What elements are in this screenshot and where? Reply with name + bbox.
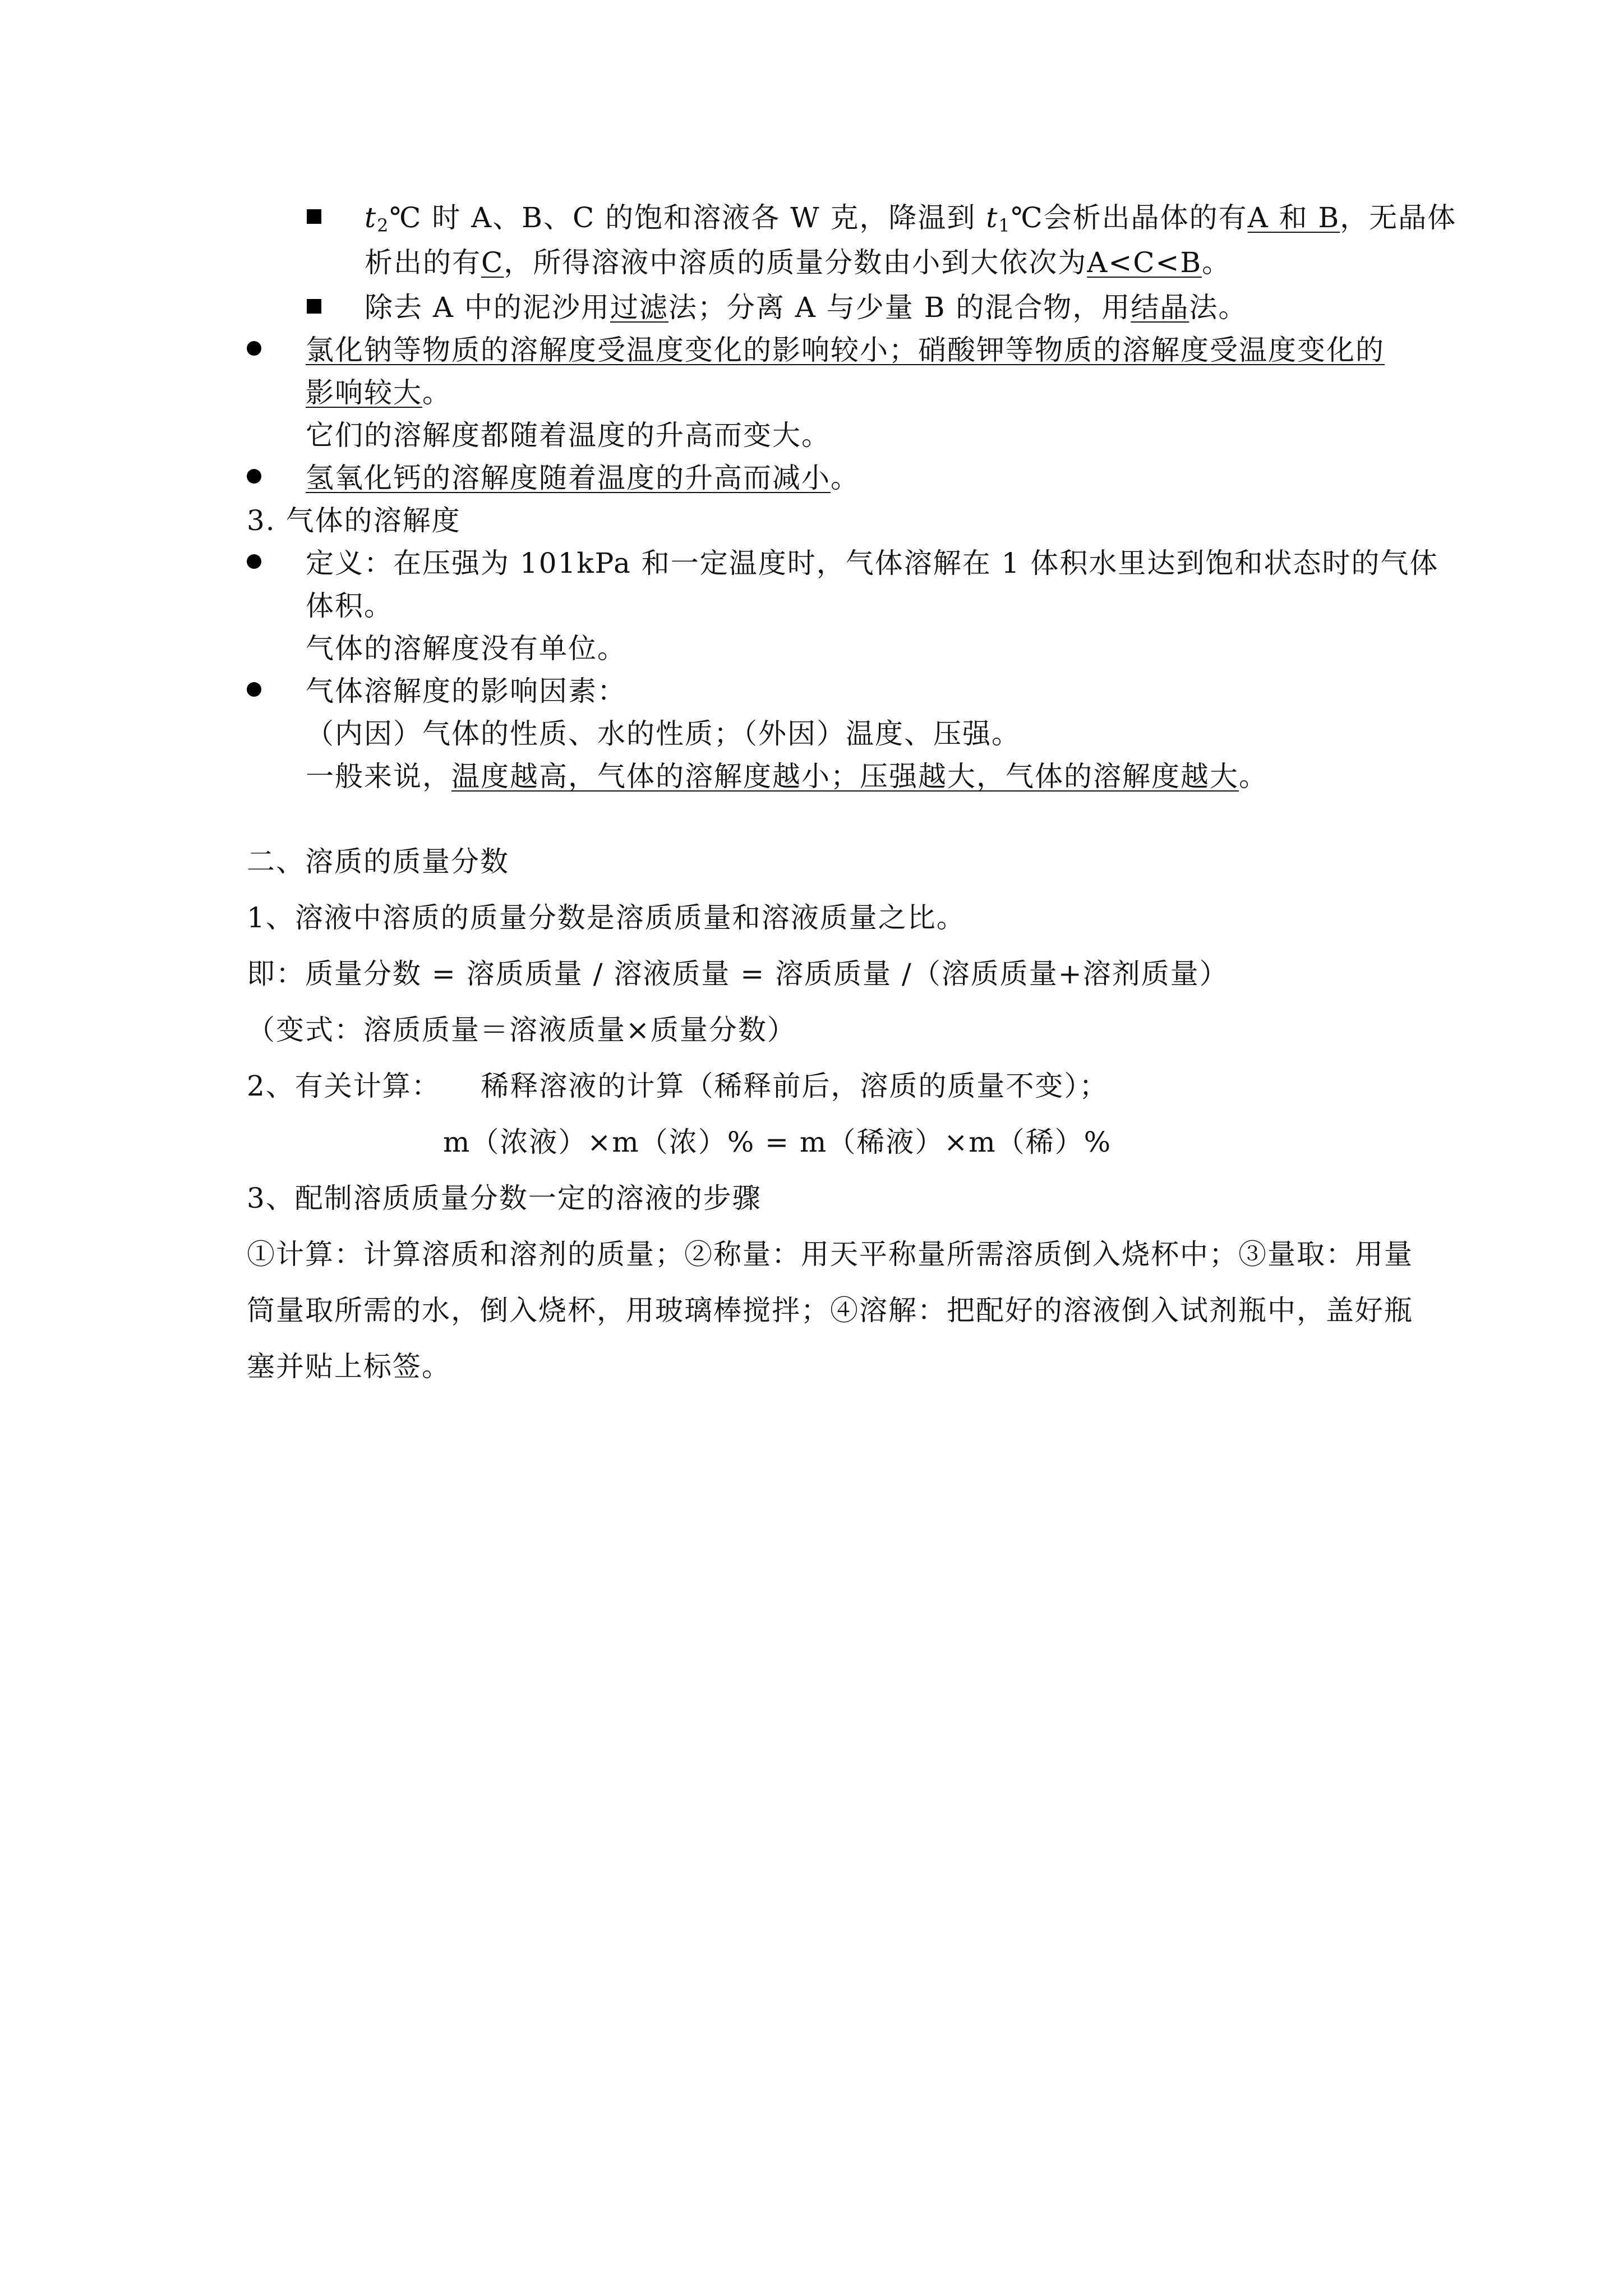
paragraph-line: 定义：在压强为 101kPa 和一定温度时，气体溶解在 1 体积水里达到饱和状态时的气体 — [306, 547, 1439, 579]
answer-blank: 过滤 — [610, 291, 668, 324]
answer-blank: C — [481, 246, 504, 279]
answer-blank: A 和 B — [1247, 201, 1340, 234]
answer-blank: 结晶 — [1131, 291, 1189, 324]
paragraph-line: 筒量取所需的水，倒入烧杯，用玻璃棒搅拌；④溶解：把配好的溶液倒入试剂瓶中，盖好瓶 — [247, 1294, 1413, 1327]
round-bullet-icon — [247, 554, 261, 569]
paragraph-line: ①计算：计算溶质和溶剂的质量；②称量：用天平称量所需溶质倒入烧杯中；③量取：用量 — [247, 1238, 1413, 1271]
paragraph-line: 氢氧化钙的溶解度随着温度的升高而减小。 — [306, 462, 860, 494]
paragraph-line: 析出的有C，所得溶液中溶质的质量分数由小到大依次为A<C<B。 — [365, 242, 1231, 283]
paragraph-line: 1、溶液中溶质的质量分数是溶质质量和溶液质量之比。 — [247, 901, 966, 934]
section-title: 二、溶质的质量分数 — [247, 845, 509, 878]
round-bullet-icon — [247, 682, 261, 697]
paragraph-line: 塞并贴上标签。 — [247, 1350, 451, 1383]
paragraph-line: 气体的溶解度没有单位。 — [306, 632, 626, 665]
paragraph-line: 2、有关计算： 稀释溶液的计算（稀释前后，溶质的质量不变）； — [247, 1070, 1109, 1102]
paragraph-line: 一般来说，温度越高，气体的溶解度越小；压强越大，气体的溶解度越大。 — [306, 760, 1268, 793]
paragraph-line: 气体溶解度的影响因素： — [306, 675, 626, 707]
round-bullet-icon — [247, 341, 261, 356]
section-heading: 3. 气体的溶解度 — [247, 504, 461, 537]
answer-blank: A<C<B — [1087, 246, 1202, 279]
paragraph-line: （变式：溶质质量＝溶液质量×质量分数） — [247, 1014, 796, 1046]
paragraph-line: 氯化钠等物质的溶解度受温度变化的影响较小；硝酸钾等物质的溶解度受温度变化的 — [306, 334, 1385, 366]
square-bullet-icon — [307, 299, 321, 314]
formula-line: 即：质量分数 = 溶质质量 / 溶液质量 = 溶质质量 /（溶质质量+溶剂质量） — [247, 958, 1229, 990]
formula-line: m（浓液）×m（浓）% = m（稀液）×m（稀）% — [443, 1126, 1112, 1158]
paragraph-line: $t_2℃$ 时 A、B、C 的饱和溶液各 W 克，降温到 $t_1℃$会析出晶体的有A 和 B，无晶体 — [365, 197, 1456, 246]
paragraph-line: 3、配制溶质质量分数一定的溶液的步骤 — [247, 1182, 762, 1214]
paragraph-line: 体积。 — [306, 590, 393, 622]
paragraph-line: 影响较大。 — [306, 376, 451, 409]
paragraph-line: 除去 A 中的泥沙用过滤法；分离 A 与少量 B 的混合物，用结晶法。 — [365, 287, 1247, 328]
paragraph-line: 它们的溶解度都随着温度的升高而变大。 — [306, 419, 831, 452]
paragraph-line: （内因）气体的性质、水的性质；（外因）温度、压强。 — [306, 717, 1021, 750]
round-bullet-icon — [247, 469, 261, 484]
square-bullet-icon — [307, 209, 321, 224]
